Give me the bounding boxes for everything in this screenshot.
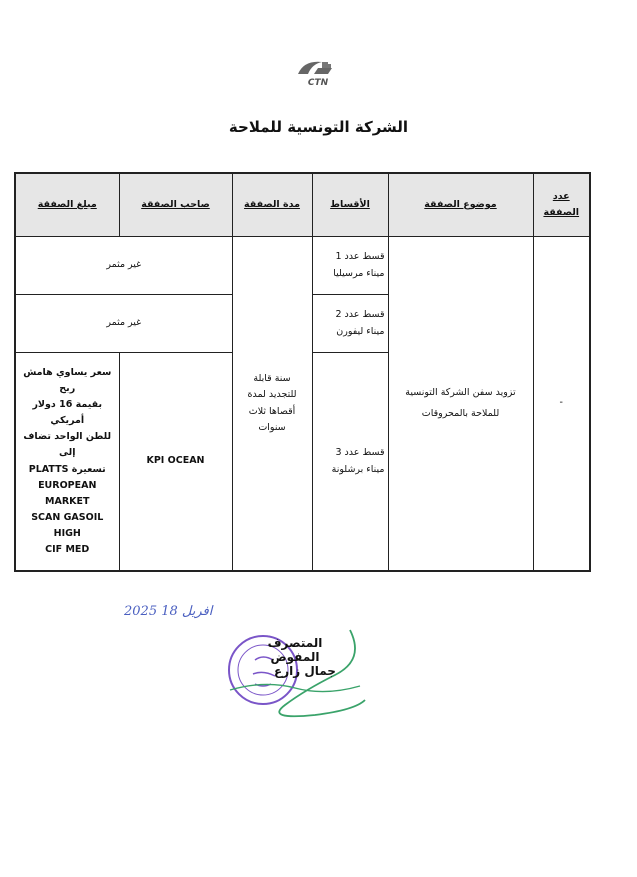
lot-3-port: ميناء برشلونة — [331, 463, 385, 475]
cell-amount — [15, 353, 119, 572]
table-header-row — [15, 173, 590, 237]
amount-line: للطن الواحد تضاف إلى — [23, 431, 112, 459]
signatory-name: جمال زارع — [274, 664, 336, 678]
lot-1-number: قسط عدد 1 — [335, 251, 385, 263]
cell-lot-3 — [312, 353, 388, 572]
amount-line: سعر يساوي هامش ربح — [23, 366, 112, 394]
cell-number: - — [533, 237, 590, 572]
ship-logo-icon — [288, 56, 348, 78]
cell-duration: سنة قابلة للتجديد لمدة أقصاها ثلاث سنوات — [232, 237, 312, 572]
logo-text: CTN — [307, 78, 329, 88]
amount-line: SCAN GASOIL HIGH — [31, 511, 104, 540]
cell-lot-1 — [312, 237, 388, 295]
lot-2-number: قسط عدد 2 — [335, 309, 385, 321]
header-subject: موضوع الصفقة — [388, 173, 533, 237]
cell-lot-2-result: غير مثمر — [15, 295, 232, 353]
lot-1-port: ميناء مرسيليا — [333, 267, 385, 279]
lot-2-port: ميناء ليفورن — [336, 325, 385, 337]
header-amount: مبلغ الصفقة — [15, 173, 119, 237]
contracts-table — [14, 172, 591, 572]
header-lots: الأقساط — [312, 173, 388, 237]
table-row — [15, 237, 590, 295]
page-title: الشركة التونسية للملاحة — [228, 118, 409, 136]
cell-lot-1-result: غير مثمر — [15, 237, 232, 295]
amount-line: CIF MED — [45, 544, 90, 556]
handwritten-date: 2025 افريل 18 — [124, 604, 213, 619]
cell-subject: تزويد سفن الشركة التونسية للملاحة بالمحروقات — [388, 237, 533, 572]
header-number: عدد الصفقة — [533, 173, 590, 237]
company-logo — [288, 56, 348, 90]
amount-line: EUROPEAN MARKET — [38, 479, 97, 507]
signatory-title: المتصرف المفوض — [267, 636, 323, 664]
header-duration: مدة الصفقة — [232, 173, 312, 237]
header-holder: صاحب الصفقة — [119, 173, 232, 237]
amount-line: بقيمة 16 دولار أمريكي — [32, 398, 103, 427]
cell-holder: KPI OCEAN — [119, 353, 232, 572]
amount-line: تسعيرة PLATTS — [28, 463, 106, 475]
cell-lot-2 — [312, 295, 388, 353]
lot-3-number: قسط عدد 3 — [335, 447, 385, 459]
